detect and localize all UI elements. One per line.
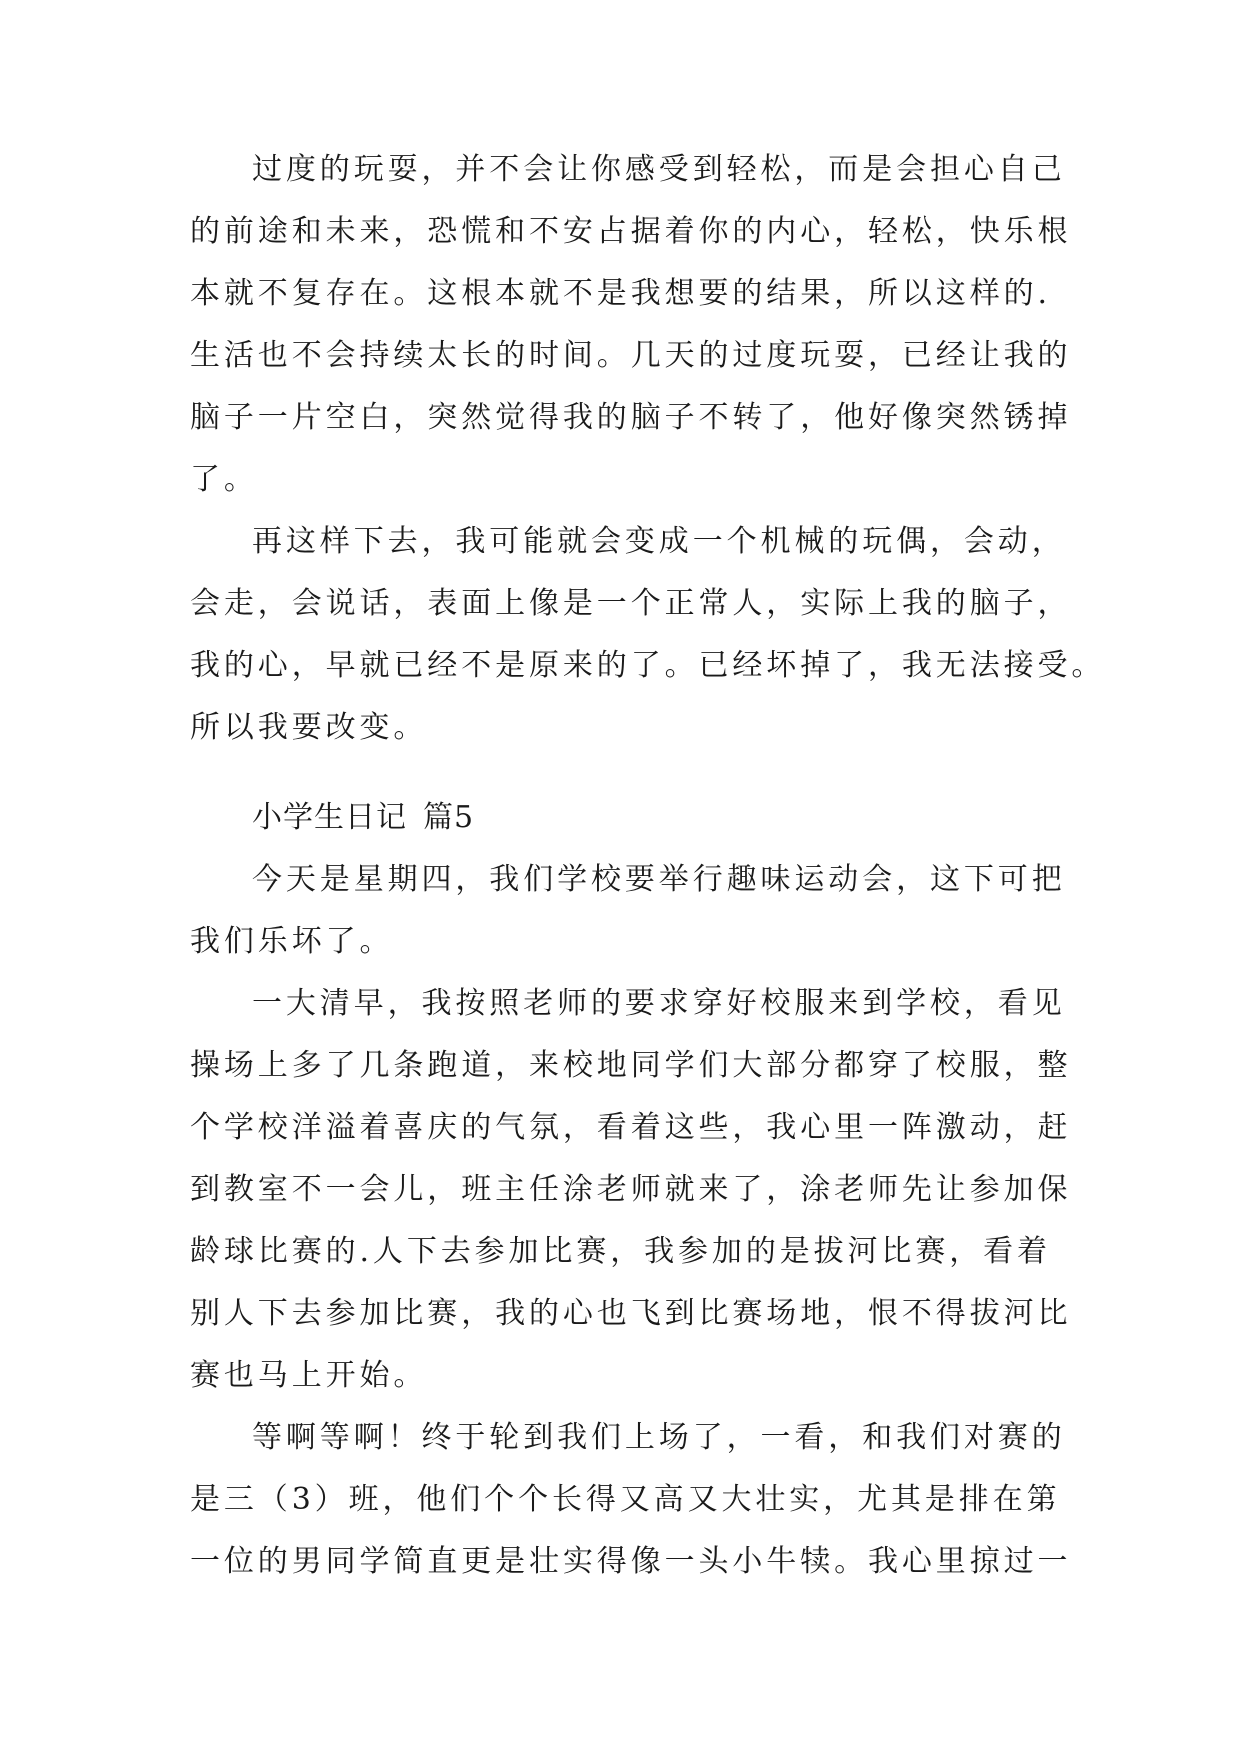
- text-line: 别人下去参加比赛，我的心也飞到比赛场地，恨不得拔河比: [190, 1296, 1072, 1331]
- paragraph-3: [190, 849, 1066, 973]
- text-line: 再这样下去，我可能就会变成一个机械的玩偶，会动，: [252, 524, 1066, 559]
- text-line: 本就不复存在。这根本就不是我想要的结果，所以这样的.: [190, 276, 1051, 311]
- text-line: 今天是星期四，我们学校要举行趣味运动会，这下可把: [252, 862, 1066, 897]
- text-line: 的前途和未来，恐慌和不安占据着你的内心，轻松，快乐根: [190, 214, 1072, 249]
- text-line: 脑子一片空白，突然觉得我的脑子不转了，他好像突然锈掉: [190, 400, 1072, 435]
- text-line: 龄球比赛的.人下去参加比赛，我参加的是拔河比赛，看着: [190, 1234, 1051, 1269]
- paragraph-5: [190, 1407, 1072, 1593]
- text-line: 等啊等啊！终于轮到我们上场了，一看，和我们对赛的: [252, 1420, 1066, 1455]
- text-line: 一位的男同学简直更是壮实得像一头小牛犊。我心里掠过一: [190, 1544, 1072, 1579]
- text-line: 个学校洋溢着喜庆的气氛，看着这些，我心里一阵激动，赶: [190, 1110, 1072, 1145]
- text-line: 一大清早，我按照老师的要求穿好校服来到学校，看见: [252, 986, 1066, 1021]
- text-line: 操场上多了几条跑道，来校地同学们大部分都穿了校服，整: [190, 1048, 1072, 1083]
- text-line: 赛也马上开始。: [190, 1358, 428, 1393]
- section-number: 篇5: [423, 800, 475, 835]
- text-line: 了。: [190, 462, 258, 497]
- paragraph-2: [190, 511, 1106, 759]
- section-title: 小学生日记: [252, 800, 407, 835]
- section-heading: [252, 787, 474, 849]
- text-line: 所以我要改变。: [190, 710, 428, 745]
- text-line: 我的心，早就已经不是原来的了。已经坏掉了，我无法接受。: [190, 648, 1106, 683]
- text-line: 是三（3）班，他们个个长得又高又大壮实，尤其是排在第: [190, 1482, 1061, 1517]
- text-line: 到教室不一会儿，班主任涂老师就来了，涂老师先让参加保: [190, 1172, 1072, 1207]
- text-line: 会走，会说话，表面上像是一个正常人，实际上我的脑子，: [190, 586, 1072, 621]
- paragraph-1: [190, 139, 1072, 511]
- text-line: 我们乐坏了。: [190, 924, 394, 959]
- paragraph-4: [190, 973, 1072, 1407]
- text-line: 生活也不会持续太长的时间。几天的过度玩耍，已经让我的: [190, 338, 1072, 373]
- text-line: 过度的玩耍，并不会让你感受到轻松，而是会担心自己: [252, 152, 1066, 187]
